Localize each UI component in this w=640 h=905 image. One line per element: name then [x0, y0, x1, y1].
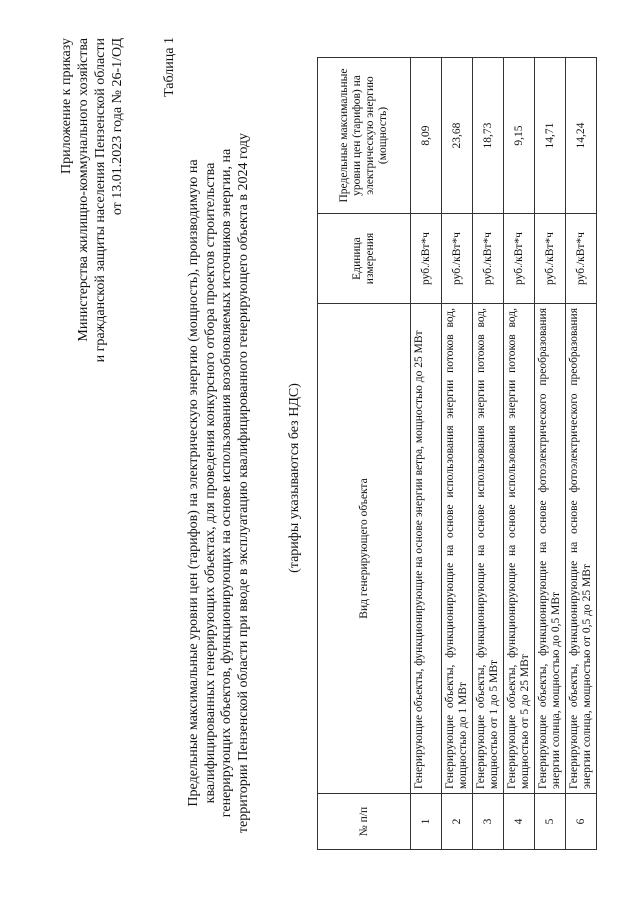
- row-number: 2: [442, 794, 473, 850]
- row-tariff-value: 14,24: [566, 58, 597, 214]
- title-line: территории Пензенской области при вводе в эксплуатацию квалифицированного генерирующего объекта в 2024 году: [235, 132, 251, 834]
- row-unit: руб./кВт*ч: [566, 214, 597, 304]
- header-line: от 13.01.2023 года № 26-1/ОД: [110, 38, 125, 216]
- row-object-type: Генерирующие объекты, функционирующие на основе энергии ветра, мощностью до 25 МВт: [411, 304, 442, 794]
- row-number: 4: [504, 794, 535, 850]
- row-unit: руб./кВт*ч: [473, 214, 504, 304]
- table-row: [504, 58, 535, 850]
- row-unit: руб./кВт*ч: [504, 214, 535, 304]
- row-unit: руб./кВт*ч: [535, 214, 566, 304]
- header-line: Министерства жилищно-коммунального хозяйства: [76, 38, 91, 342]
- row-number: 1: [411, 794, 442, 850]
- row-number: 5: [535, 794, 566, 850]
- table-row: [566, 58, 597, 850]
- header-line: Приложение к приказу: [59, 38, 74, 174]
- row-number: 6: [566, 794, 597, 850]
- table-header-row: [318, 58, 411, 850]
- row-tariff-value: 9,15: [504, 58, 535, 214]
- document-title: [186, 103, 252, 863]
- row-object-type: Генерирующие объекты, функционирующие на основе использования энергии потоков вод, мощностью от 5 до 25 МВт: [504, 304, 535, 794]
- row-object-type: Генерирующие объекты, функционирующие на основе фотоэлектрического преобразования энергии солнца, мощностью до 0,5 МВт: [535, 304, 566, 794]
- vat-note: (тарифы указываются без НДС): [287, 383, 302, 573]
- table-row: [442, 58, 473, 850]
- row-tariff-value: 23,68: [442, 58, 473, 214]
- table-row: [473, 58, 504, 850]
- row-object-type: Генерирующие объекты, функционирующие на основе использования энергии потоков вод, мощностью до 1 МВт: [442, 304, 473, 794]
- tariff-table: [317, 57, 597, 850]
- col-header-tariff: Предельные максимальные уровни цен (тарифов) на электрическую энергию (мощность): [318, 58, 411, 214]
- title-line: Предельные максимальные уровни цен (тарифов) на электрическую энергию (мощность), производимую на: [186, 159, 201, 807]
- table-row: [535, 58, 566, 850]
- table-number-label: Таблица 1: [162, 37, 177, 97]
- col-header-unit: Единица измерения: [318, 214, 411, 304]
- col-header-type: Вид генерирующего объекта: [318, 304, 411, 794]
- row-object-type: Генерирующие объекты, функционирующие на основе использования энергии потоков вод, мощностью от 1 до 5 МВт: [473, 304, 504, 794]
- row-number: 3: [473, 794, 504, 850]
- row-unit: руб./кВт*ч: [442, 214, 473, 304]
- row-tariff-value: 18,73: [473, 58, 504, 214]
- row-object-type: Генерирующие объекты, функционирующие на основе фотоэлектрического преобразования энергии солнца, мощностью от 0,5 до 25 МВт: [566, 304, 597, 794]
- row-tariff-value: 8,09: [411, 58, 442, 214]
- title-line: генерирующих объектов, функционирующих на основе использования возобновляемых источников энергии, на: [219, 148, 234, 818]
- header-line: и гражданской защиты населения Пензенской области: [93, 38, 108, 363]
- row-tariff-value: 14,71: [535, 58, 566, 214]
- table-row: [411, 58, 442, 850]
- row-unit: руб./кВт*ч: [411, 214, 442, 304]
- title-line: квалифицированных генерирующих объектах, для проведения конкурсного отбора проектов строительства: [202, 162, 218, 804]
- col-header-number: № п/п: [318, 794, 411, 850]
- order-appendix-header: [58, 38, 126, 458]
